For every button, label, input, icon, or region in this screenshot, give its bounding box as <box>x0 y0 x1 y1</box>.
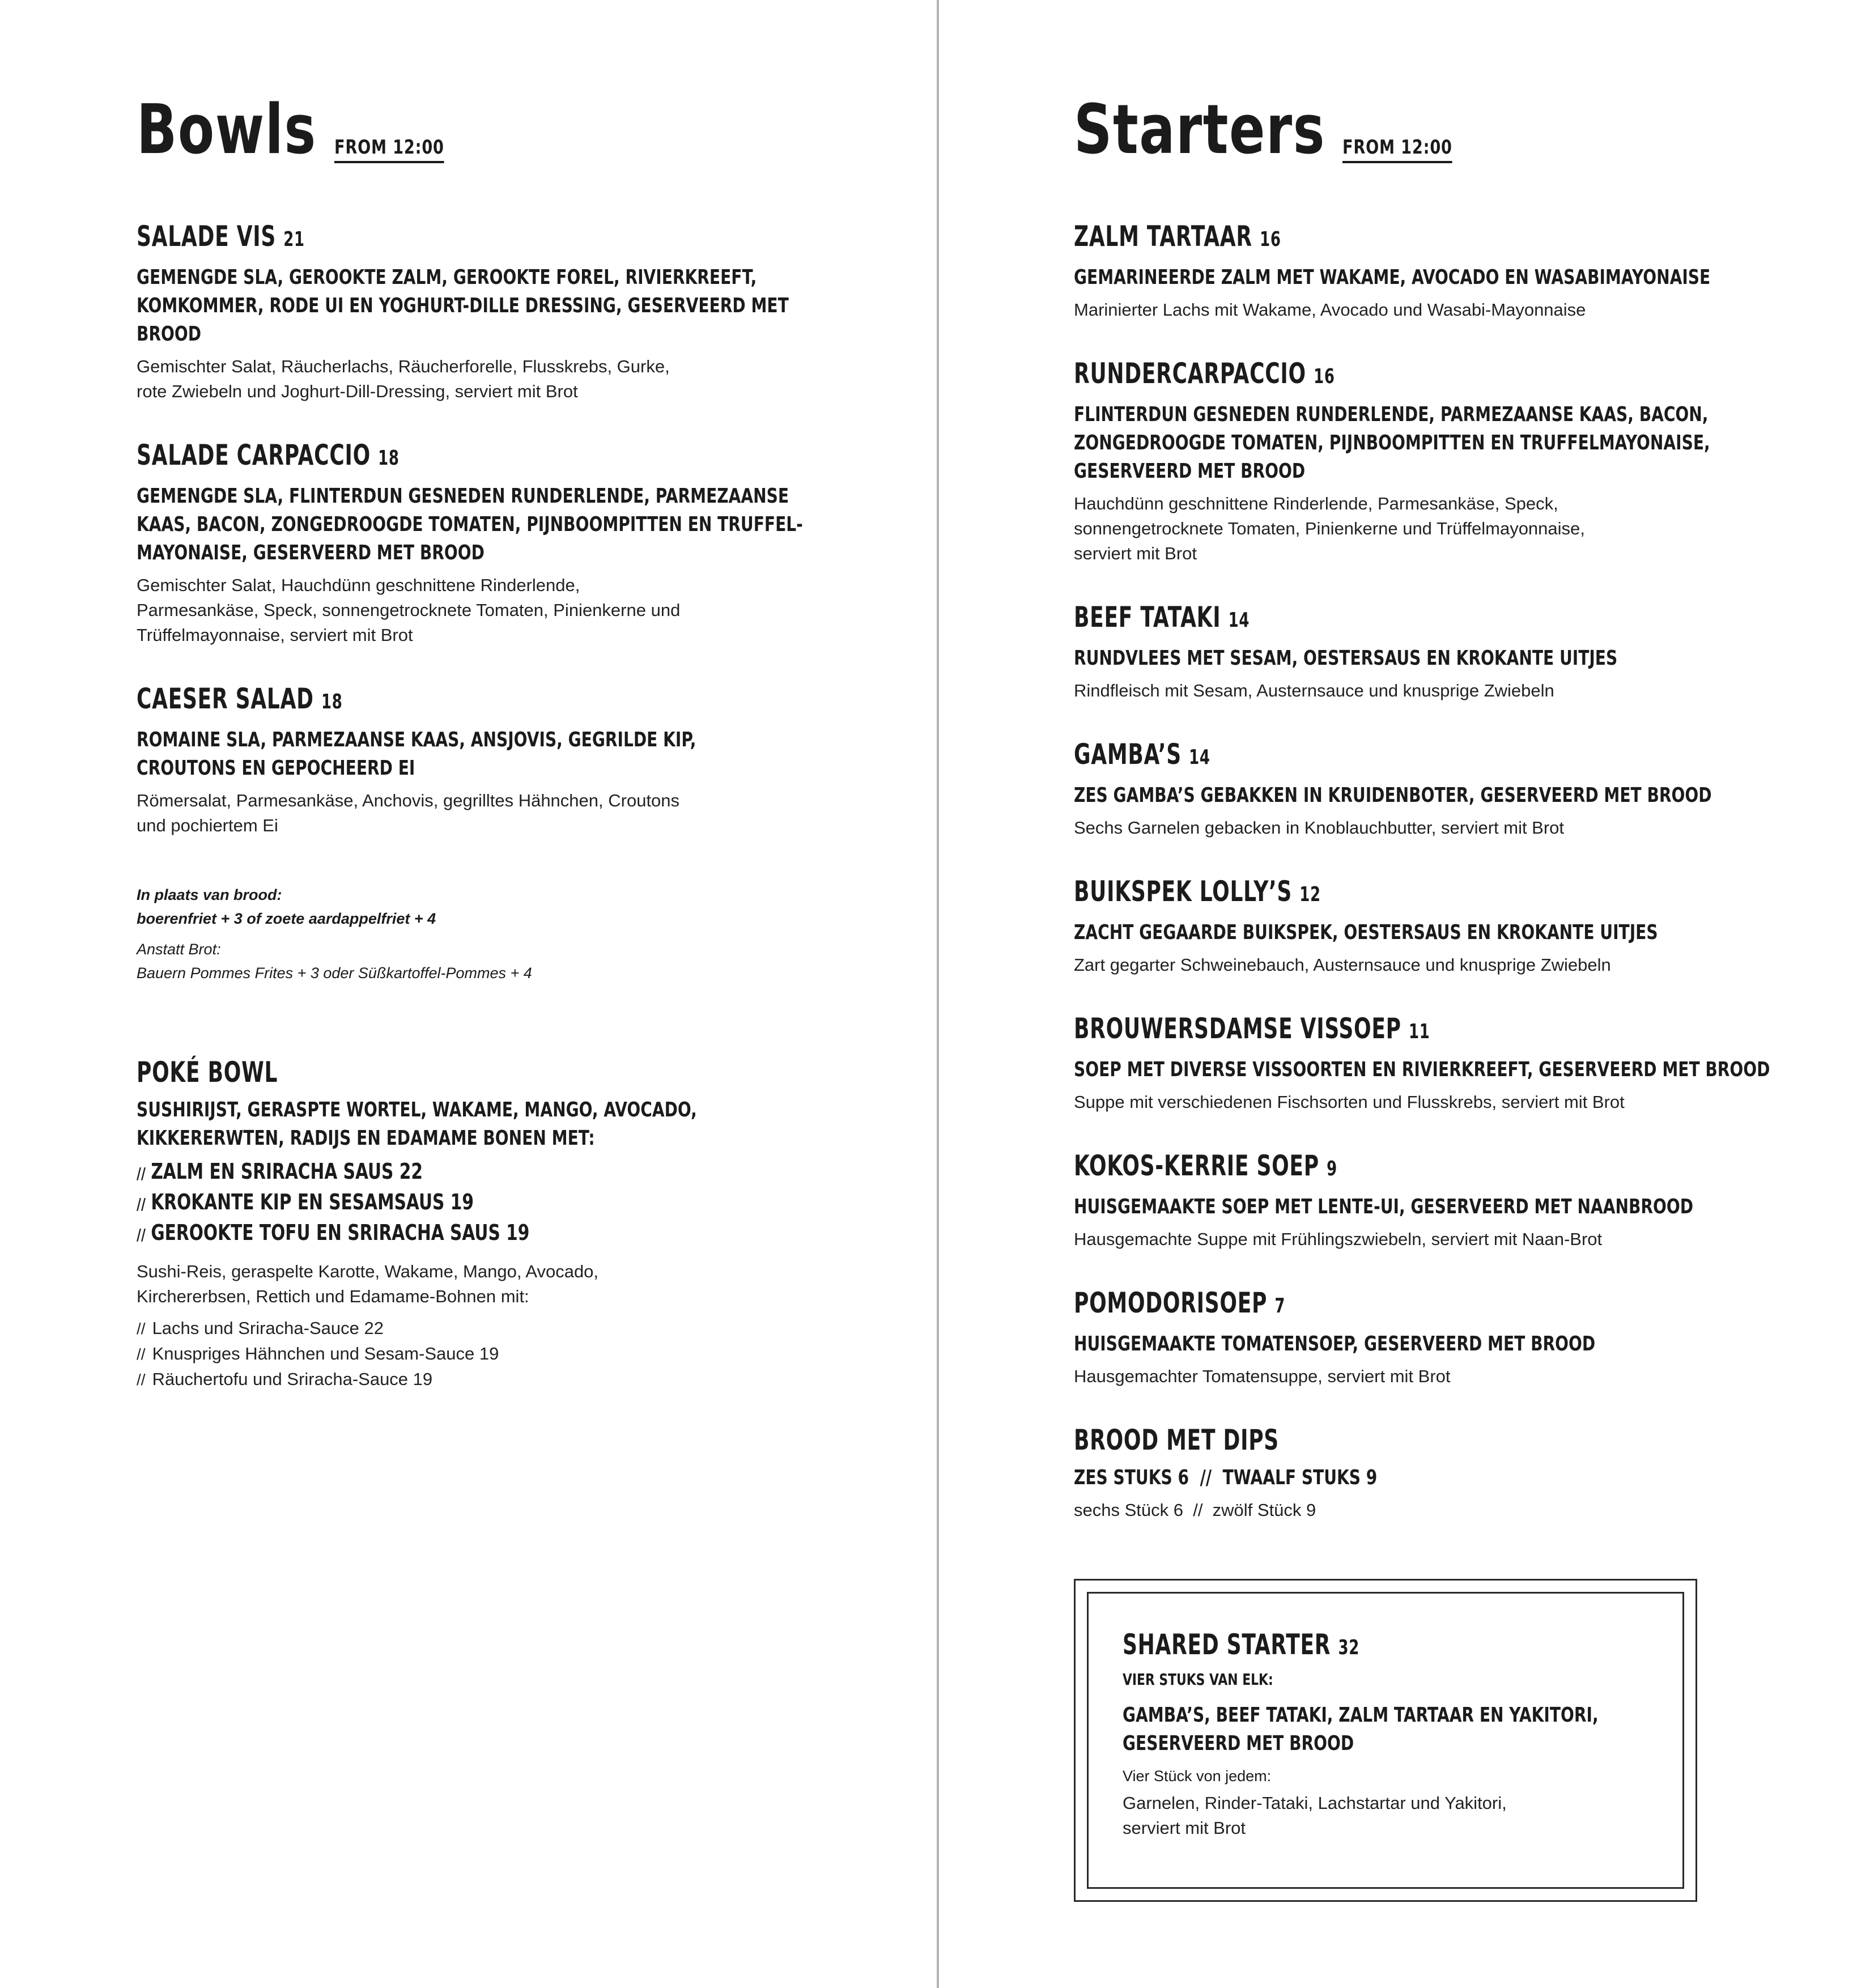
item-description-nl: HUISGEMAAKTE SOEP MET LENTE-UI, GESERVEERD MET NAANBROOD <box>1074 1195 1694 1218</box>
item-name: ZALM TARTAAR 16 <box>1074 220 1281 253</box>
menu-item-salade-vis <box>137 219 972 404</box>
menu-item-kokos-kerrie-soep <box>1074 1149 1868 1252</box>
menu-item-beef-tataki <box>1074 600 1771 703</box>
item-description-nl: HUISGEMAAKTE TOMATENSOEP, GESERVEERD MET BROOD <box>1074 1332 1596 1356</box>
menu-item-poke-bowl <box>137 1055 855 1392</box>
item-price: 16 <box>1260 228 1281 251</box>
poke-options-nl <box>137 1157 855 1249</box>
shared-starter-subtitle-de: Vier Stück von jedem: <box>1123 1768 1272 1785</box>
item-price: 18 <box>321 690 343 713</box>
item-name: BEEF TATAKI 14 <box>1074 601 1250 634</box>
shared-starter-description-de: Garnelen, Rinder-Tataki, Lachstartar und Yakitori, serviert mit Brot <box>1123 1793 1507 1838</box>
item-price: 9 <box>1327 1157 1337 1180</box>
shared-starter-subtitle-nl: VIER STUKS VAN ELK: <box>1123 1670 1273 1689</box>
bowls-title: Bowls <box>137 91 317 169</box>
item-description-de: Hausgemachter Tomatensuppe, serviert mit Brot <box>1074 1366 1451 1386</box>
item-name: KOKOS-KERRIE SOEP 9 <box>1074 1149 1337 1182</box>
item-price: 14 <box>1228 609 1250 632</box>
item-price: 18 <box>378 447 400 470</box>
item-description-de: Rindfleisch mit Sesam, Austernsauce und knusprige Zwiebeln <box>1074 681 1554 700</box>
item-description-de: Suppe mit verschiedenen Fischsorten und Flusskrebs, serviert mit Brot <box>1074 1092 1625 1112</box>
item-description-nl: FLINTERDUN GESNEDEN RUNDERLENDE, PARMEZAANSE KAAS, BACON, ZONGEDROOGDE TOMATEN, PIJNBOOMPITTEN EN TRUFFELMAYONAISE, GESERVEERD MET BROOD <box>1074 403 1710 483</box>
item-name: BUIKSPEK LOLLY’S 12 <box>1074 875 1321 908</box>
item-name: GAMBA’S 14 <box>1074 738 1210 771</box>
bowls-from-time: FROM 12:00 <box>334 136 444 163</box>
item-description-nl: GEMENGDE SLA, FLINTERDUN GESNEDEN RUNDERLENDE, PARMEZAANSE KAAS, BACON, ZONGEDROOGDE TOMATEN, PIJNBOOMPITTEN EN TRUFFEL- MAYONAISE, GESERVEERD MET BROOD <box>137 485 803 564</box>
option-list-de: // Lachs und Sriracha-Sauce 22 // Knuspriges Hähnchen und Sesam-Sauce 19 // Räuchertofu und Sriracha-Sauce 19 <box>137 1318 499 1389</box>
item-name: SALADE CARPACCIO 18 <box>137 439 400 471</box>
item-price: 14 <box>1189 746 1210 769</box>
item-description-nl: SUSHIRIJST, GERASPTE WORTEL, WAKAME, MANGO, AVOCADO, KIKKERERWTEN, RADIJS EN EDAMAME BONEN MET: <box>137 1098 697 1150</box>
item-price: 21 <box>283 228 305 251</box>
item-description-nl: SOEP MET DIVERSE VISSOORTEN EN RIVIERKREEFT, GESERVEERD MET BROOD <box>1074 1058 1770 1081</box>
item-price: 12 <box>1299 883 1321 906</box>
starters-from-time: FROM 12:00 <box>1342 136 1452 163</box>
menu-item-rundercarpaccio <box>1074 356 1874 566</box>
item-description-de: Sechs Garnelen gebacken in Knoblauchbutter, serviert mit Brot <box>1074 818 1565 838</box>
item-description-de: Zart gegarter Schweinebauch, Austernsauce und knusprige Zwiebeln <box>1074 955 1611 975</box>
menu-item-buikspek-lollys <box>1074 874 1822 978</box>
menu-item-salade-carpaccio <box>137 438 991 648</box>
item-description-de: Marinierter Lachs mit Wakame, Avocado und Wasabi-Mayonnaise <box>1074 300 1586 320</box>
option-list-nl: // ZALM EN SRIRACHA SAUS 22 // KROKANTE KIP EN SESAMSAUS 19 // GEROOKTE TOFU EN SRIRACHA SAUS 19 <box>137 1159 530 1245</box>
item-name: POKÉ BOWL <box>137 1056 278 1089</box>
item-name: CAESER SALAD 18 <box>137 682 343 715</box>
menu-item-gambas <box>1074 737 1874 840</box>
item-name: RUNDERCARPACCIO 16 <box>1074 357 1335 390</box>
item-description-nl: ZACHT GEGAARDE BUIKSPEK, OESTERSAUS EN KROKANTE UITJES <box>1074 921 1658 944</box>
item-name: BROUWERSDAMSE VISSOEP 11 <box>1074 1012 1430 1045</box>
shared-starter-content <box>1123 1628 1732 1841</box>
bread-note-de-text: Bauern Pommes Frites + 3 oder Süßkartoffel-Pommes + 4 <box>137 965 532 982</box>
item-description-de: Römersalat, Parmesankäse, Anchovis, gegrilltes Hähnchen, Croutons und pochiertem Ei <box>137 791 680 835</box>
menu-item-caeser-salad <box>137 682 854 838</box>
item-description-nl: GEMARINEERDE ZALM MET WAKAME, AVOCADO EN WASABIMAYONAISE <box>1074 266 1711 289</box>
item-price: 11 <box>1409 1020 1430 1043</box>
bread-note-nl-text: boerenfriet + 3 of zoete aardappelfriet + 4 <box>137 910 436 927</box>
bowls-header <box>137 91 367 169</box>
item-description-de: Hausgemachte Suppe mit Frühlingszwiebeln, serviert mit Naan-Brot <box>1074 1229 1603 1249</box>
shared-starter-box <box>1074 1579 1697 1902</box>
item-description-de: sechs Stück 6 // zwölf Stück 9 <box>1074 1500 1316 1520</box>
item-price: 32 <box>1338 1636 1360 1659</box>
menu-item-brouwersdamse-vissoep <box>1074 1012 1874 1115</box>
item-price: 16 <box>1314 365 1335 388</box>
item-description-nl: ZES STUKS 6 // TWAALF STUKS 9 <box>1074 1466 1378 1489</box>
shared-starter-inner-border <box>1087 1592 1684 1889</box>
item-description-de: Gemischter Salat, Hauchdünn geschnittene Rinderlende, Parmesankäse, Speck, sonnengetrocknete Tomaten, Pinienkerne und Trüffelmayonnaise, serviert mit Brot <box>137 575 681 645</box>
menu-item-zalm-tartaar <box>1074 219 1874 322</box>
shared-starter-name: SHARED STARTER 32 <box>1123 1628 1360 1661</box>
item-name: BROOD MET DIPS <box>1074 1424 1279 1456</box>
item-description-nl: ROMAINE SLA, PARMEZAANSE KAAS, ANSJOVIS, GEGRILDE KIP, CROUTONS EN GEPOCHEERD EI <box>137 728 696 780</box>
item-description-nl: GEMENGDE SLA, GEROOKTE ZALM, GEROOKTE FOREL, RIVIERKREEFT, KOMKOMMER, RODE UI EN YOGHURT-DILLE DRESSING, GESERVEERD MET BROOD <box>137 266 789 346</box>
menu-item-brood-met-dips <box>1074 1423 1463 1523</box>
item-price: 7 <box>1274 1294 1286 1318</box>
item-description-de: Gemischter Salat, Räucherlachs, Räucherforelle, Flusskrebs, Gurke, rote Zwiebeln und Joghurt-Dill-Dressing, serviert mit Brot <box>137 356 670 401</box>
bread-note-nl-label: In plaats van brood: <box>137 886 282 903</box>
item-description-de: Hauchdünn geschnittene Rinderlende, Parmesankäse, Speck, sonnengetrocknete Tomaten, Pinienkerne und Trüffelmayonnaise, serviert mit Brot <box>1074 494 1585 563</box>
item-name: POMODORISOEP 7 <box>1074 1286 1286 1319</box>
item-description-nl: RUNDVLEES MET SESAM, OESTERSAUS EN KROKANTE UITJES <box>1074 647 1618 670</box>
item-description-nl: ZES GAMBA’S GEBAKKEN IN KRUIDENBOTER, GESERVEERD MET BROOD <box>1074 784 1712 807</box>
item-name: SALADE VIS 21 <box>137 220 305 253</box>
menu-item-pomodorisoep <box>1074 1286 1743 1389</box>
bread-note-de-label: Anstatt Brot: <box>137 941 221 958</box>
starters-title: Starters <box>1074 91 1326 169</box>
item-description-de: Sushi-Reis, geraspelte Karotte, Wakame, Mango, Avocado, Kirchererbsen, Rettich und Edamame-Bohnen mit: <box>137 1261 599 1306</box>
shared-starter-description-nl: GAMBA’S, BEEF TATAKI, ZALM TARTAAR EN YAKITORI, GESERVEERD MET BROOD <box>1123 1704 1599 1755</box>
